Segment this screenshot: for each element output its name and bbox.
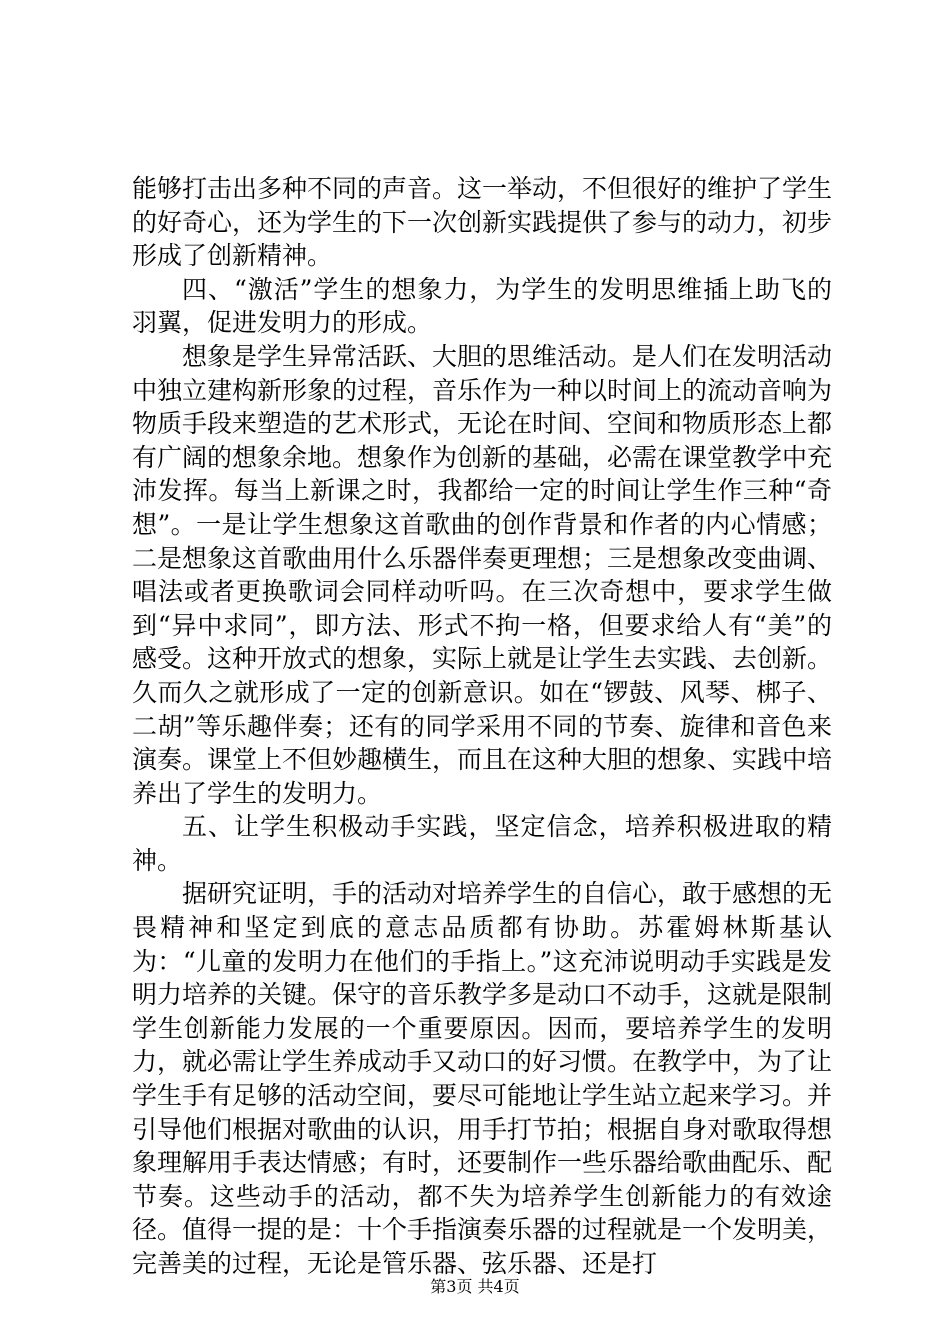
section-heading-five: 五、让学生积极动手实践，坚定信念，培养积极进取的精神。 (132, 812, 832, 875)
section-heading-four: 四、“激活”学生的想象力，为学生的发明思维插上助飞的羽翼，促进发明力的形成。 (132, 274, 832, 338)
page-number-footer: 第3页 共4页 (430, 1277, 520, 1296)
paragraph-continuation: 能够打击出多种不同的声音。这一举动，不但很好的维护了学生的好奇心，还为学生的下一次创新实践提供了参与的动力，初步形成了创新精神。 (132, 174, 833, 271)
document-body (132, 172, 832, 1281)
paragraph-imagination: 想象是学生异常活跃、大胆的思维活动。是人们在发明活动中独立建构新形象的过程，音乐作为一种以时间上的流动音响为物质手段来塑造的艺术形式，无论在时间、空间和物质形态上都有广阔的想象余地。想象作为创新的基础，必需在课堂教学中充沛发挥。每当上新课之时，我都给一定的时间让学生作三种“奇想”。一是让学生想象这首歌曲的创作背景和作者的内心情感；二是想象这首歌曲用什么乐器伴奏更理想；三是想象改变曲调、唱法或者更换歌词会同样动听吗。在三次奇想中，要求学生做到“异中求同”，即方法、形式不拘一格，但要求给人有“美”的感受。这种开放式的想象，实际上就是让学生去实践、去创新。久而久之就形成了一定的创新意识。如在“锣鼓、风琴、梆子、二胡”等乐趣伴奏；还有的同学采用不同的节奏、旋律和音色来演奏。课堂上不但妙趣横生，而且在这种大胆的想象、实践中培养出了学生的发明力。 (132, 341, 833, 808)
paragraph-hands-on: 据研究证明，手的活动对培养学生的自信心，敢于感想的无畏精神和坚定到底的意志品质都有协助。苏霍姆林斯基认为：“儿童的发明力在他们的手指上。”这充沛说明动手实践是发明力培养的关键。保守的音乐教学多是动口不动手，这就是限制学生创新能力发展的一个重要原因。因而，要培养学生的发明力，就必需让学生养成动手又动口的好习惯。在教学中，为了让学生手有足够的活动空间，要尽可能地让学生站立起来学习。并引导他们根据对歌曲的认识，用手打节拍；根据自身对歌取得想象理解用手表达情感；有时，还要制作一些乐器给歌曲配乐、配节奏。这些动手的活动，都不失为培养学生创新能力的有效途径。值得一提的是：十个手指演奏乐器的过程就是一个发明美，完善美的过程，无论是管乐器、弦乐器、还是打 (132, 879, 833, 1278)
